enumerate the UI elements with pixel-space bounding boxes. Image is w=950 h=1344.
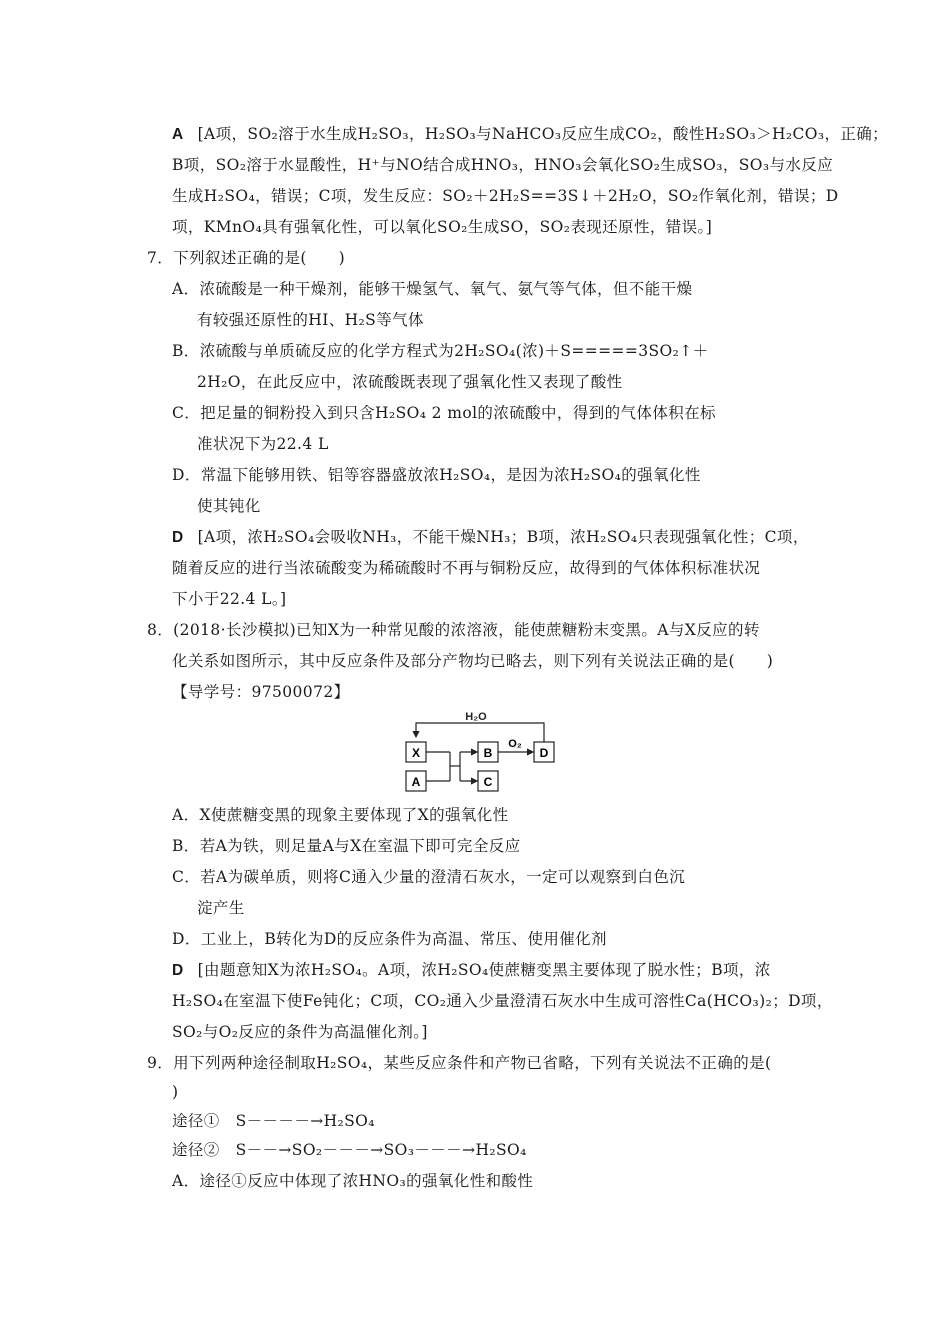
q7-option-b-cont: 2H₂O，在此反应中，浓硫酸既表现了强氧化性又表现了酸性	[197, 373, 623, 391]
q7-answer-letter: D	[172, 529, 184, 546]
q7-option-d: D．常温下能够用铁、铝等容器盛放浓H₂SO₄，是因为浓H₂SO₄的强氧化性	[172, 466, 701, 484]
q8-option-c: C．若A为碳单质，则将C通入少量的澄清石灰水，一定可以观察到白色沉	[172, 868, 686, 886]
q8-guide-number: 【导学号：97500072】	[172, 683, 350, 701]
q9-route-2: 途径② S－－→SO₂－－－→SO₃－－－→H₂SO₄	[172, 1141, 527, 1159]
q8-answer-line-1: D [由题意知X为浓H₂SO₄。A项，浓H₂SO₄使蔗糖变黑主要体现了脱水性；B项，浓	[172, 961, 771, 979]
q8-answer-letter: D	[172, 962, 184, 979]
node-x-label: X	[411, 746, 421, 760]
q9-stem-line-1: 9．用下列两种途径制取H₂SO₄，某些反应条件和产物已省略，下列有关说法不正确的是(	[147, 1054, 772, 1072]
q7-stem: 7．下列叙述正确的是( )	[147, 249, 346, 267]
q6-answer-line-3: 生成H₂SO₄，错误；C项，发生反应：SO₂＋2H₂S==3S↓＋2H₂O，SO₂作氧化剂，错误；D	[172, 187, 839, 205]
q7-option-c: C．把足量的铜粉投入到只含H₂SO₄ 2 mol的浓硫酸中，得到的气体体积在标	[172, 404, 716, 422]
q8-option-b: B．若A为铁，则足量A与X在室温下即可完全反应	[172, 837, 521, 855]
q9-option-a: A．途径①反应中体现了浓HNO₃的强氧化性和酸性	[172, 1172, 534, 1190]
q8-option-d: D．工业上，B转化为D的反应条件为高温、常压、使用催化剂	[172, 930, 607, 948]
h2o-label: H₂O	[465, 711, 487, 723]
node-d-label: D	[539, 746, 549, 760]
node-b-label: B	[483, 746, 493, 760]
q7-option-b: B．浓硫酸与单质硫反应的化学方程式为2H₂SO₄(浓)＋S=====3SO₂↑＋	[172, 342, 709, 360]
q7-option-a: A．浓硫酸是一种干燥剂，能够干燥氢气、氧气、氨气等气体，但不能干燥	[172, 280, 693, 298]
q6-answer-letter: A	[172, 126, 184, 143]
q6-answer-line-2: B项，SO₂溶于水显酸性，H⁺与NO结合成HNO₃，HNO₃会氧化SO₂生成SO₃，SO₃与水反应	[172, 156, 834, 174]
q6-answer-line-1: A [A项，SO₂溶于水生成H₂SO₃，H₂SO₃与NaHCO₃反应生成CO₂，酸性H₂SO₃＞H₂CO₃，正确；	[172, 125, 889, 143]
q9-route-1: 途径① S－－－－→H₂SO₄	[172, 1112, 375, 1130]
q8-stem-line-1: 8．(2018·长沙模拟)已知X为一种常见酸的浓溶液，能使蔗糖粉末变黑。A与X反应的转	[147, 621, 760, 639]
q7-answer-line-2: 随着反应的进行当浓硫酸变为稀硫酸时不再与铜粉反应，故得到的气体体积标准状况	[172, 559, 761, 577]
q8-answer-line-3: SO₂与O₂反应的条件为高温催化剂。]	[172, 1023, 428, 1041]
q9-stem-line-2: )	[172, 1083, 179, 1101]
q7-answer-line-3: 下小于22.4 L。]	[172, 590, 287, 608]
q8-stem-line-2: 化关系如图所示，其中反应条件及部分产物均已略去，则下列有关说法正确的是( )	[172, 652, 774, 670]
q7-option-d-cont: 使其钝化	[197, 497, 261, 515]
q8-flow-diagram	[398, 705, 558, 797]
q8-answer-line-2: H₂SO₄在室温下使Fe钝化；C项，CO₂通入少量澄清石灰水中生成可溶性Ca(HCO₃)₂；D项，	[172, 992, 833, 1010]
node-a-label: A	[411, 775, 421, 789]
q7-option-a-cont: 有较强还原性的HI、H₂S等气体	[197, 311, 424, 329]
h2o-loop-line	[416, 723, 544, 742]
o2-label: O₂	[508, 738, 522, 750]
q7-answer-line-1: D [A项，浓H₂SO₄会吸收NH₃，不能干燥NH₃；B项，浓H₂SO₄只表现强氧化性；C项，	[172, 528, 809, 546]
q6-answer-line-4: 项，KMnO₄具有强氧化性，可以氧化SO₂生成SO，SO₂表现还原性，错误。]	[172, 218, 713, 236]
q7-option-c-cont: 准状况下为22.4 L	[197, 435, 329, 453]
node-c-label: C	[483, 775, 493, 789]
q8-option-a: A．X使蔗糖变黑的现象主要体现了X的强氧化性	[172, 806, 509, 824]
q8-option-c-cont: 淀产生	[197, 899, 245, 917]
